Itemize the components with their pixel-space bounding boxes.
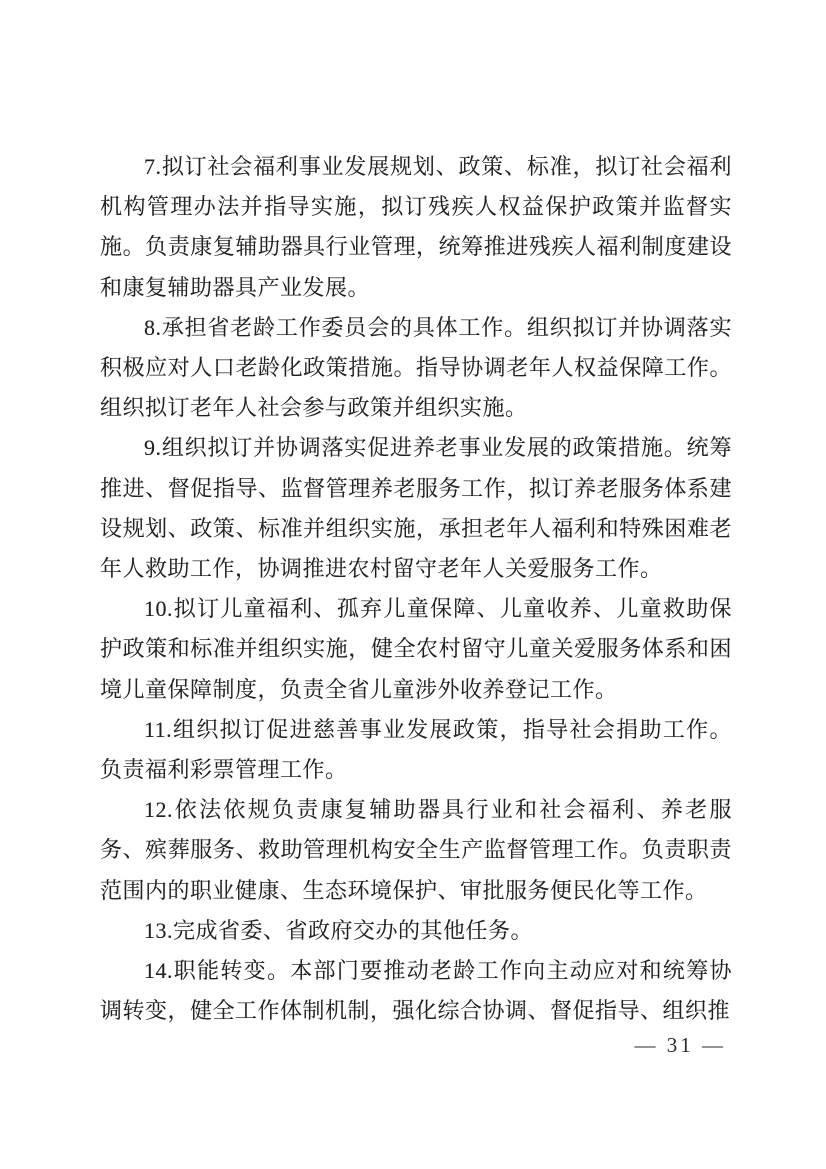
document-body (100, 147, 732, 1031)
paragraph-11: 11.组织拟订促进慈善事业发展政策，指导社会捐助工作。负责福利彩票管理工作。 (100, 716, 732, 783)
paragraph-10: 10.拟订儿童福利、孤弃儿童保障、儿童收养、儿童救助保护政策和标准并组织实施，健全农村留守儿童关爱服务体系和困境儿童保障制度，负责全省儿童涉外收养登记工作。 (100, 596, 732, 702)
paragraph-8: 8.承担省老龄工作委员会的具体工作。组织拟订并协调落实积极应对人口老龄化政策措施。指导协调老年人权益保障工作。组织拟订老年人社会参与政策并组织实施。 (100, 314, 732, 421)
paragraph-13: 13.完成省委、省政府交办的其他任务。 (144, 917, 534, 943)
paragraph-14: 14.职能转变。本部门要推动老龄工作向主动应对和统筹协调转变，健全工作体制机制，强化综合协调、督促指导、组织推 (100, 958, 732, 1024)
paragraph-12: 12.依法依规负责康复辅助器具行业和社会福利、养老服务、殡葬服务、救助管理机构安全生产监督管理工作。负责职责范围内的职业健康、生态环境保护、审批服务便民化等工作。 (100, 797, 732, 903)
paragraph-7: 7.拟订社会福利事业发展规划、政策、标准，拟订社会福利机构管理办法并指导实施，拟订残疾人权益保护政策并监督实施。负责康复辅助器具行业管理，统筹推进残疾人福利制度建设和康复辅助器具产业发展。 (100, 154, 732, 300)
page-number: — 31 — (634, 1033, 726, 1057)
paragraph-9: 9.组织拟订并协调落实促进养老事业发展的政策措施。统筹推进、督促指导、监督管理养老服务工作，拟订养老服务体系建设规划、政策、标准并组织实施，承担老年人福利和特殊困难老年人救助工作，协调推进农村留守老年人关爱服务工作。 (100, 435, 732, 582)
